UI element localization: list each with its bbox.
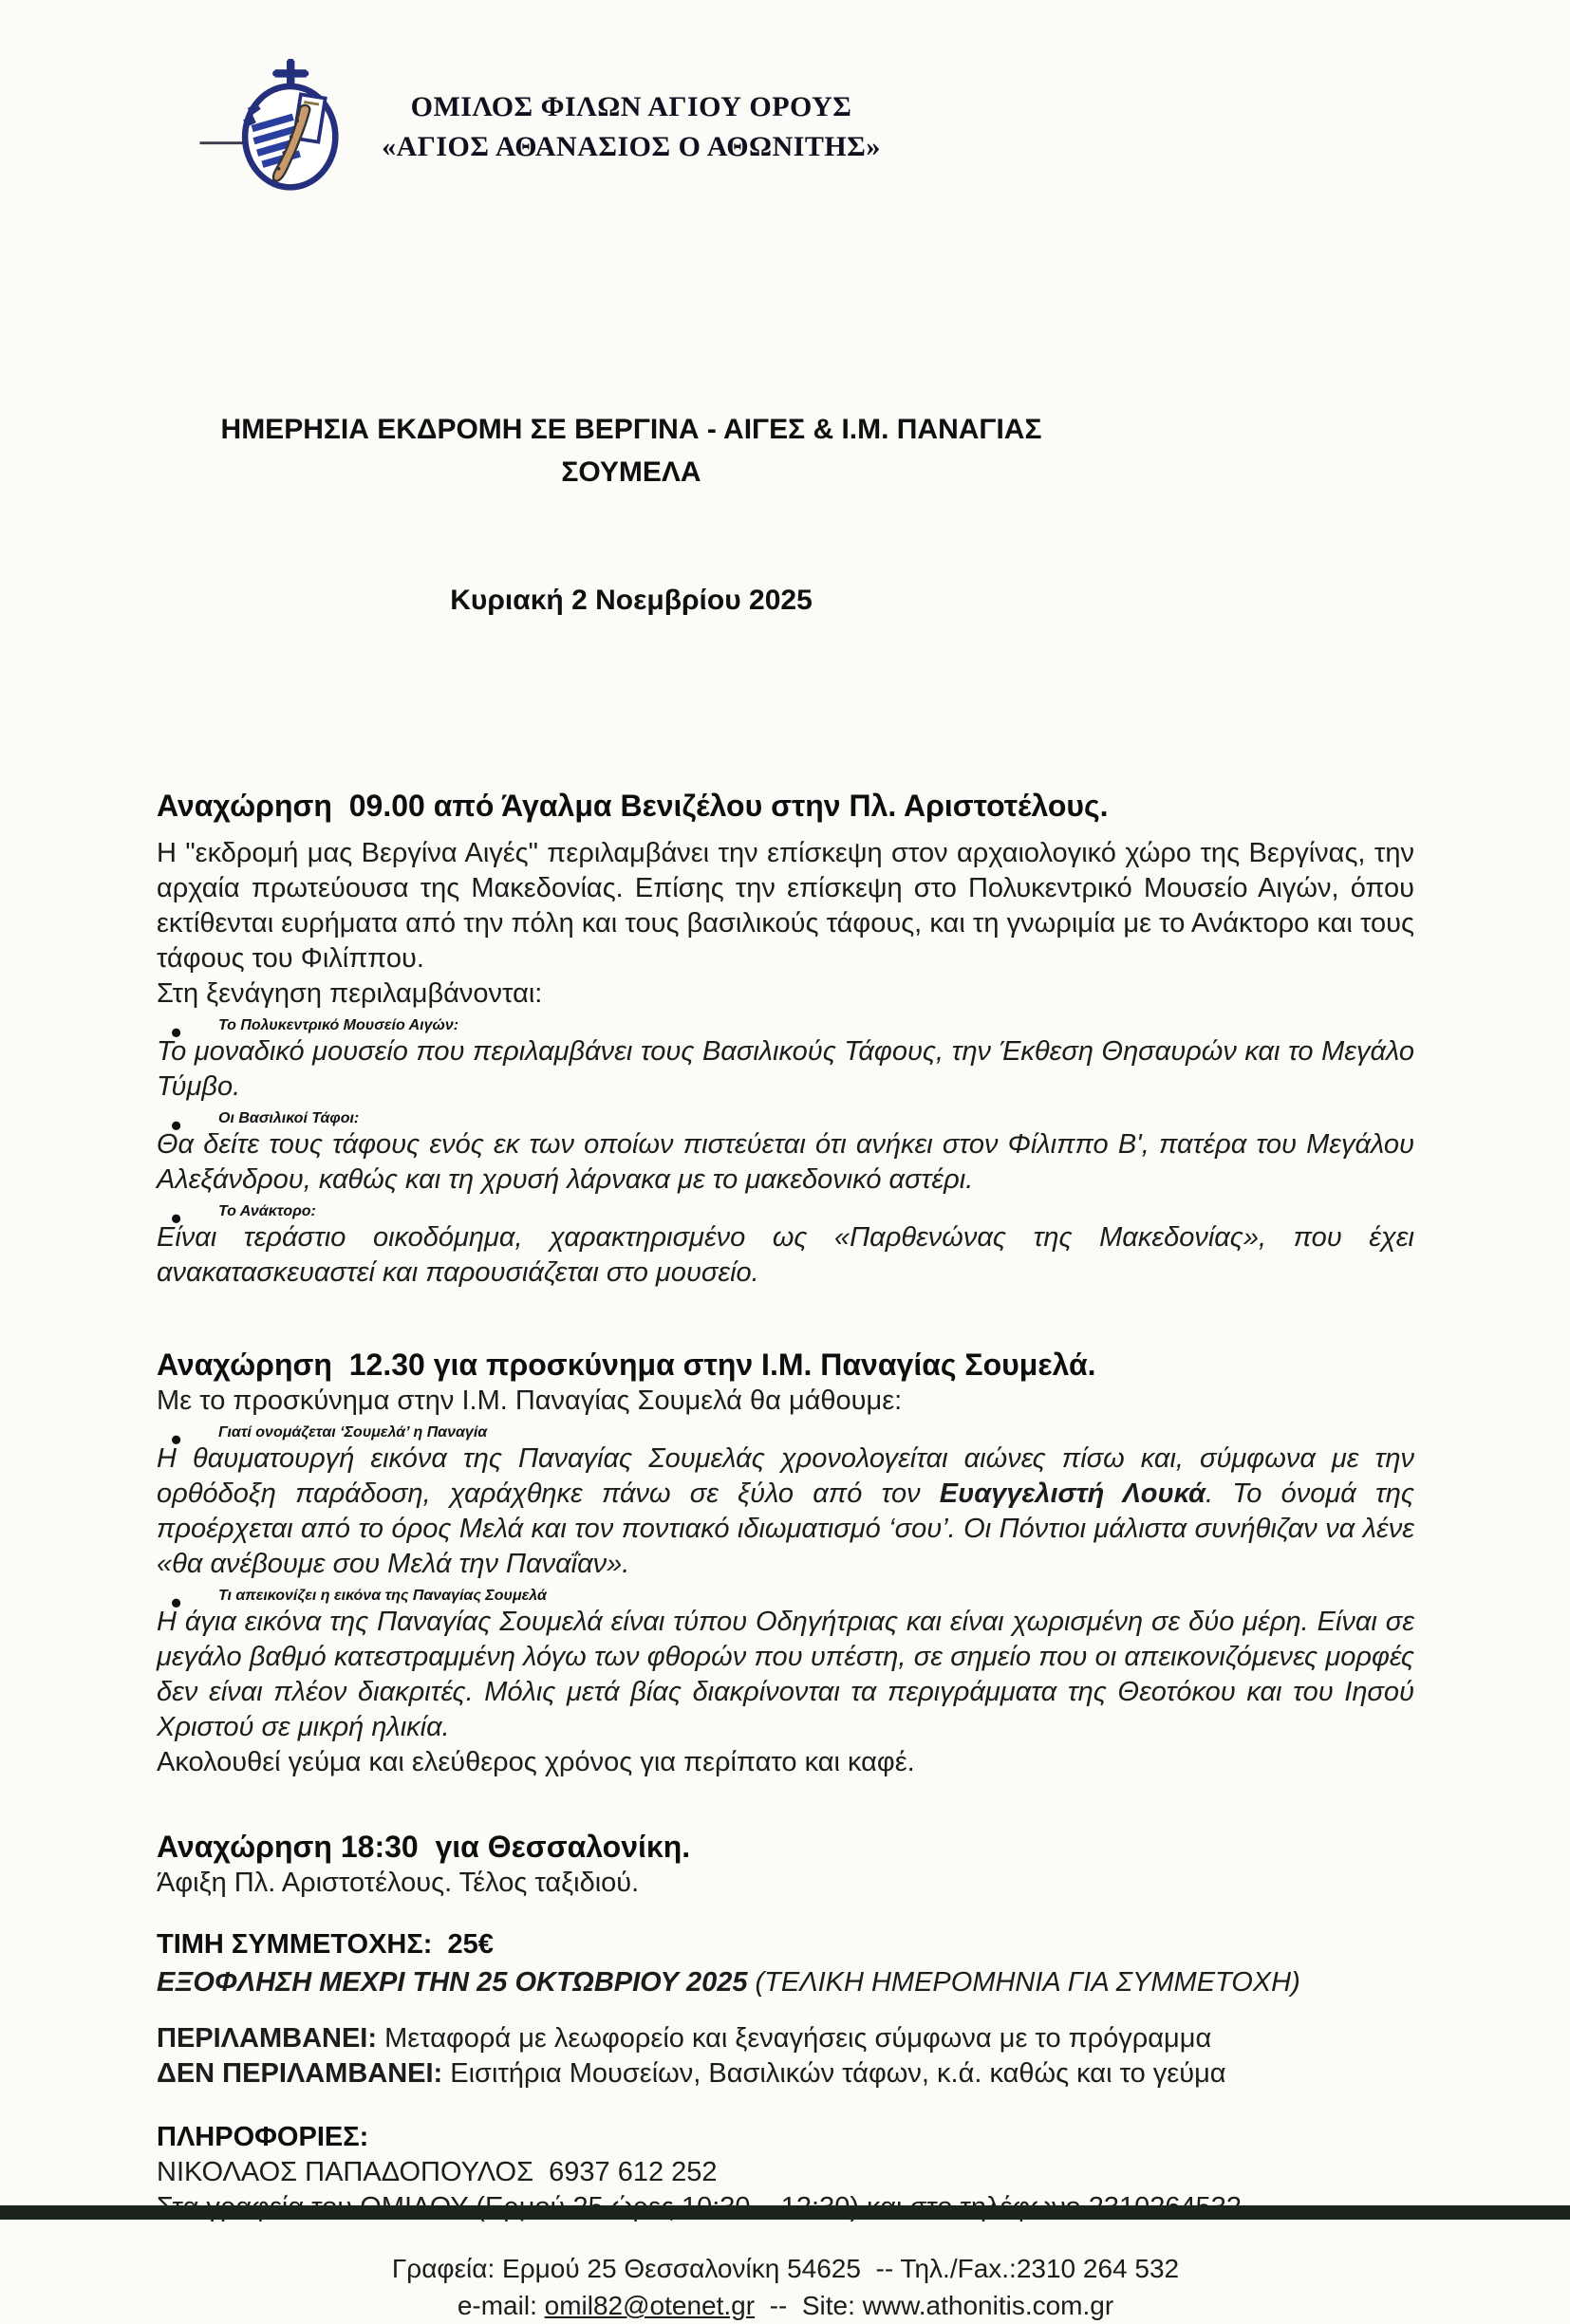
bullet-polykentriko-text: Το μοναδικό μουσείο που περιλαμβάνει τους Βασιλικούς Τάφους, την Έκθεση Θησαυρών και το Μεγάλο Τύμβο. — [157, 1036, 1414, 1102]
payment-deadline-line — [157, 1965, 1414, 2000]
section1-intro: Η "εκδρομή μας Βεργίνα Αιγές" περιλαμβάνει την επίσκεψη στον αρχαιολογικό χώρο της Βεργίνας, την αρχαία πρωτεύουσα της Μακεδονίας. Επίσης την επίσκεψη στο Πολυκεντρικό Μουσείο Αιγών, όπου εκτίθενται ευρήματα από την πόλη και τους βασιλικούς τάφους, και τη γνωριμία με το Ανάκτορο και τους τάφους του Φιλίππου. — [157, 838, 1414, 974]
deadline-note: (ΤΕΛΙΚΗ ΗΜΕΡΟΜΗΝΙΑ ΓΙΑ ΣΥΜΜΕΤΟΧΗ) — [747, 1967, 1300, 1998]
trip-title: ΗΜΕΡΗΣΙΑ ΕΚΔΡΟΜΗ ΣΕ ΒΕΡΓΙΝΑ - ΑΙΓΕΣ & Ι.Μ. ΠΑΝΑΓΙΑΣ ΣΟΥΜΕΛΑ — [220, 414, 1050, 488]
excludes-text: Εισιτήρια Μουσείων, Βασιλικών τάφων, κ.ά. καθώς και το γεύμα — [442, 2058, 1226, 2089]
section1-heading: Αναχώρηση 09.00 από Άγαλμα Βενιζέλου στην Πλ. Αριστοτέλους. — [157, 789, 1109, 823]
includes-text: Μεταφορά με λεωφορείο και ξεναγήσεις σύμφωνα με το πρόγραμμα — [377, 2023, 1212, 2054]
footer-address-line: Γραφεία: Ερμού 25 Θεσσαλονίκη 54625 -- Τηλ./Fax.:2310 264 532 — [391, 2254, 1180, 2283]
info-heading: ΠΛΗΡΟΦΟΡΙΕΣ: — [157, 2122, 369, 2152]
bullet-palace: • Το Ανάκτορο: — [157, 1203, 1414, 1220]
bullet-icon-depicts: • Τι απεικονίζει η εικόνα της Παναγίας Σουμελά — [157, 1588, 1414, 1605]
site-text: -- Site: www.athonitis.com.gr — [755, 2291, 1114, 2320]
org-name-line2: «ΑΓΙΟΣ ΑΘΑΝΑΣΙΟΣ Ο ΑΘΩΝΙΤΗΣ» — [382, 131, 881, 162]
section2-outro: Ακολουθεί γεύμα και ελεύθερος χρόνος για περίπατο και καφέ. — [157, 1747, 915, 1777]
section3-text: Άφιξη Πλ. Αριστοτέλους. Τέλος ταξιδιού. — [157, 1868, 640, 1898]
includes-line — [157, 2021, 1414, 2056]
bullet-why-soumela: • Γιατί ονομάζεται ‘Σουμελά’ η Παναγία — [157, 1424, 1414, 1441]
section3-heading: Αναχώρηση 18:30 για Θεσσαλονίκη. — [157, 1830, 691, 1864]
includes-label: ΠΕΡΙΛΑΜΒΑΝΕΙ: — [157, 2023, 378, 2054]
bullet-royal-tombs-text: Θα δείτε τους τάφους ενός εκ των οποίων πιστεύεται ότι ανήκει στον Φίλιππο Β', πατέρα του Μεγάλου Αλεξάνδρου, καθώς και τη χρυσή λάρνακα με το μακεδονικό αστέρι. — [157, 1129, 1414, 1195]
text-run: Η θαυματουργή εικόνα της Παναγίας Σουμελάς χρονολογείται αιώνες πίσω και, σύμφωνα με την ορθόδοξη παράδοση, χαράχθηκε πάνω σε ξύλο από τον — [157, 1443, 1414, 1509]
bullet-why-soumela-text — [157, 1441, 1414, 1582]
tour-includes-label: Στη ξενάγηση περιλαμβάνονται: — [157, 978, 543, 1009]
excludes-line — [157, 2056, 1414, 2092]
excludes-label: ΔΕΝ ΠΕΡΙΛΑΜΒΑΝΕΙ: — [157, 2058, 443, 2089]
bullet-royal-tombs: • Οι Βασιλικοί Τάφοι: — [157, 1110, 1414, 1127]
scan-edge-artifact — [0, 2205, 1570, 2220]
org-header — [0, 0, 1570, 224]
footer — [157, 2250, 1414, 2324]
contact-person-line: ΝΙΚΟΛΑΟΣ ΠΑΠΑΔΟΠΟΥΛΟΣ 6937 612 252 — [157, 2157, 718, 2187]
section2-intro: Με το προσκύνημα στην Ι.Μ. Παναγίας Σουμελά θα μάθουμε: — [157, 1385, 903, 1416]
text-run: . Το όνομά της προέρχεται από το όρος Μελά και τον ποντιακό ιδιωματισμό ‘σου’. Οι Πόντιοι μάλιστα συνήθιζαν να λένε «θα ανέβουμε σου Μελά την Παναΐαν». — [157, 1478, 1414, 1579]
bullet-polykentriko-museum: • Το Πολυκεντρικό Μουσείο Αιγών: — [157, 1017, 1414, 1034]
email-link[interactable]: omil82@otenet.gr — [544, 2291, 756, 2320]
text-run-bold: Ευαγγελιστή Λουκά — [939, 1478, 1206, 1509]
trip-title-block — [157, 323, 1106, 707]
org-name-line1: ΟΜΙΛΟΣ ΦΙΛΩΝ ΑΓΙΟΥ ΟΡΟΥΣ — [410, 91, 852, 122]
section2-heading: Αναχώρηση 12.30 για προσκύνημα στην Ι.Μ. Παναγίας Σουμελά. — [157, 1348, 1096, 1382]
email-label: e-mail: — [457, 2291, 545, 2320]
bullet-icon-depicts-text: Η άγια εικόνα της Παναγίας Σουμελά είναι τύπου Οδηγήτριας και είναι χωρισμένη σε δύο μέρη. Είναι σε μεγάλο βαθμό κατεστραμμένη λόγω των φθορών που υπέστη, σε σημείο που οι απεικονιζόμενες μορφές δεν είναι πλέον διακριτές. Μόλις μετά βίας διακρίνονται τα περιγράμματα της Θεοτόκου και του Ιησού Χριστού σε μικρή ηλικία. — [157, 1607, 1414, 1742]
deadline-date: ΕΞΟΦΛΗΣΗ ΜΕΧΡΙ ΤΗΝ 25 ΟΚΤΩΒΡΙΟΥ 2025 — [157, 1967, 748, 1998]
footer-contact-line — [157, 2287, 1414, 2324]
bullet-palace-text: Είναι τεράστιο οικοδόμημα, χαρακτηρισμένο ως «Παρθενώνας της Μακεδονίας», που έχει ανακατασκευαστεί και παρουσιάζεται στο μουσείο. — [157, 1222, 1414, 1288]
flyer-body — [157, 787, 1414, 2324]
trip-date: Κυριακή 2 Νοεμβρίου 2025 — [450, 585, 813, 616]
price-line: ΤΙΜΗ ΣΥΜΜΕΤΟΧΗΣ: 25€ — [157, 1929, 494, 1960]
club-logo — [197, 59, 349, 192]
